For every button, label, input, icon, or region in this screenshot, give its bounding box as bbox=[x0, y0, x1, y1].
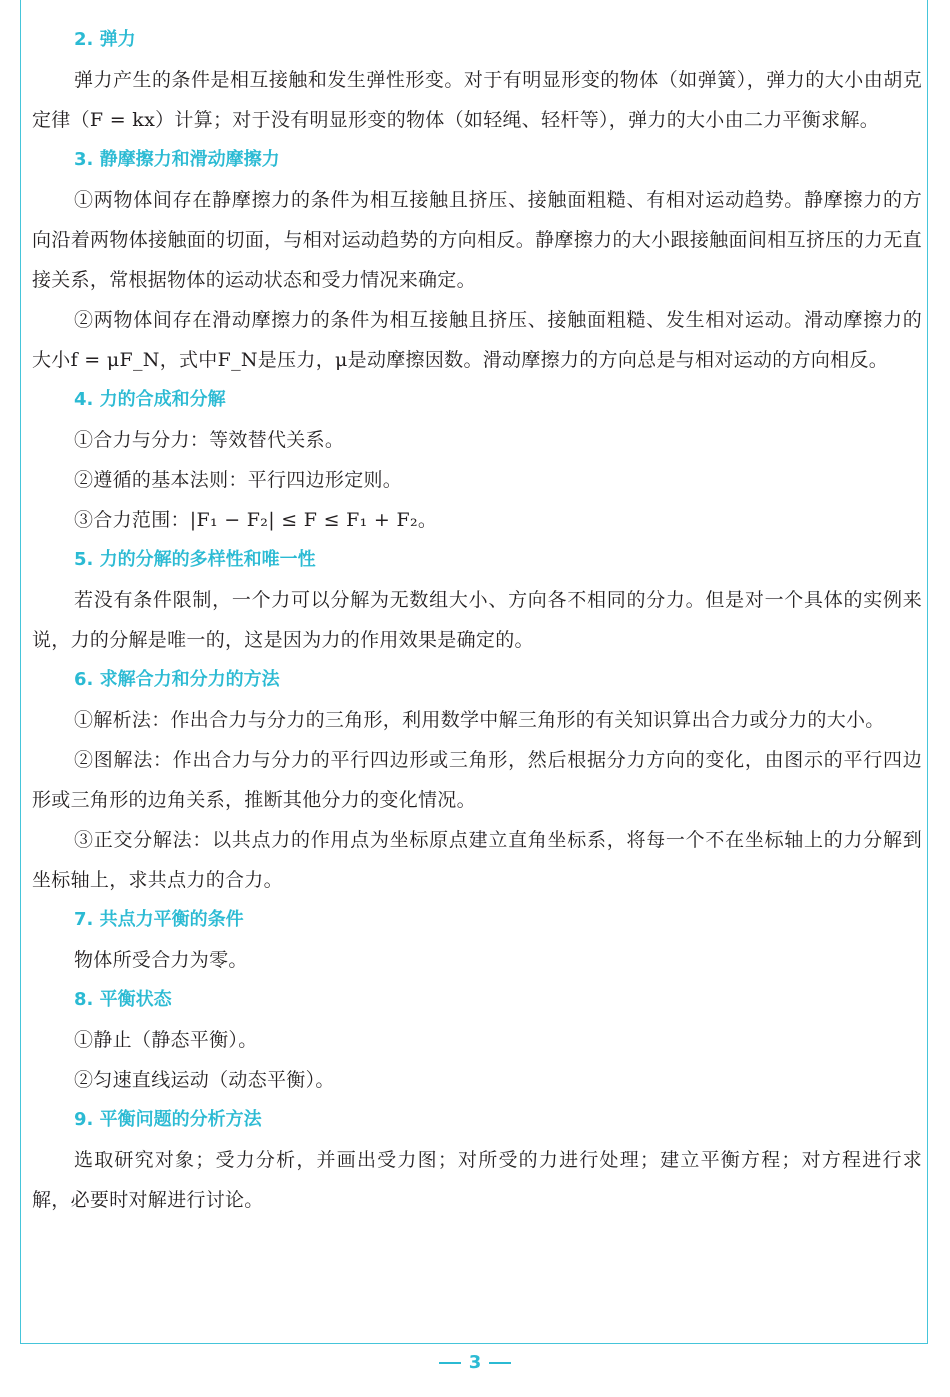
paragraph: ②两物体间存在滑动摩擦力的条件为相互接触且挤压、接触面粗糙、发生相对运动。滑动摩擦力的大小f = μF_N，式中F_N是压力，μ是动摩擦因数。滑动摩擦力的方向总是与相对运动的方向相反。 bbox=[32, 309, 922, 371]
page-number: 3 bbox=[468, 1352, 482, 1373]
paragraph: ②匀速直线运动（动态平衡）。 bbox=[74, 1069, 335, 1091]
footer-dash-right bbox=[489, 1362, 511, 1364]
paragraph: 弹力产生的条件是相互接触和发生弹性形变。对于有明显形变的物体（如弹簧），弹力的大小由胡克定律（F = kx）计算；对于没有明显形变的物体（如轻绳、轻杆等），弹力的大小由二力平衡求解。 bbox=[32, 69, 922, 131]
paragraph: ①两物体间存在静摩擦力的条件为相互接触且挤压、接触面粗糙、有相对运动趋势。静摩擦力的方向沿着两物体接触面的切面，与相对运动趋势的方向相反。静摩擦力的大小跟接触面间相互挤压的力无直接关系，常根据物体的运动状态和受力情况来确定。 bbox=[32, 189, 922, 291]
section-heading-methods: 6. 求解合力和分力的方法 bbox=[74, 669, 280, 690]
section-heading-friction: 3. 静摩擦力和滑动摩擦力 bbox=[74, 149, 280, 170]
paragraph: ①解析法：作出合力与分力的三角形，利用数学中解三角形的有关知识算出合力或分力的大小。 bbox=[74, 709, 885, 731]
paragraph: 选取研究对象；受力分析，并画出受力图；对所受的力进行处理；建立平衡方程；对方程进行求解，必要时对解进行讨论。 bbox=[32, 1149, 922, 1211]
paragraph: 若没有条件限制，一个力可以分解为无数组大小、方向各不相同的分力。但是对一个具体的实例来说，力的分解是唯一的，这是因为力的作用效果是确定的。 bbox=[32, 589, 922, 651]
section-heading-composition: 4. 力的合成和分解 bbox=[74, 389, 226, 410]
section-heading-equilibrium-state: 8. 平衡状态 bbox=[74, 989, 172, 1010]
paragraph: ②图解法：作出合力与分力的平行四边形或三角形，然后根据分力方向的变化，由图示的平行四边形或三角形的边角关系，推断其他分力的变化情况。 bbox=[32, 749, 922, 811]
paragraph: 物体所受合力为零。 bbox=[74, 949, 248, 971]
paragraph: ①静止（静态平衡）。 bbox=[74, 1029, 258, 1051]
section-heading-analysis-method: 9. 平衡问题的分析方法 bbox=[74, 1109, 262, 1130]
section-heading-elastic-force: 2. 弹力 bbox=[74, 29, 136, 50]
footer-dash-left bbox=[439, 1362, 461, 1364]
page-content bbox=[32, 20, 922, 1220]
paragraph: ③正交分解法：以共点力的作用点为坐标原点建立直角坐标系，将每一个不在坐标轴上的力分解到坐标轴上，求共点力的合力。 bbox=[32, 829, 922, 891]
paragraph: ③合力范围：|F₁ − F₂| ≤ F ≤ F₁ + F₂。 bbox=[74, 509, 438, 531]
section-heading-equilibrium-condition: 7. 共点力平衡的条件 bbox=[74, 909, 244, 930]
page-footer bbox=[0, 1352, 950, 1373]
paragraph: ②遵循的基本法则：平行四边形定则。 bbox=[74, 469, 403, 491]
section-heading-decomposition: 5. 力的分解的多样性和唯一性 bbox=[74, 549, 316, 570]
paragraph: ①合力与分力：等效替代关系。 bbox=[74, 429, 345, 451]
